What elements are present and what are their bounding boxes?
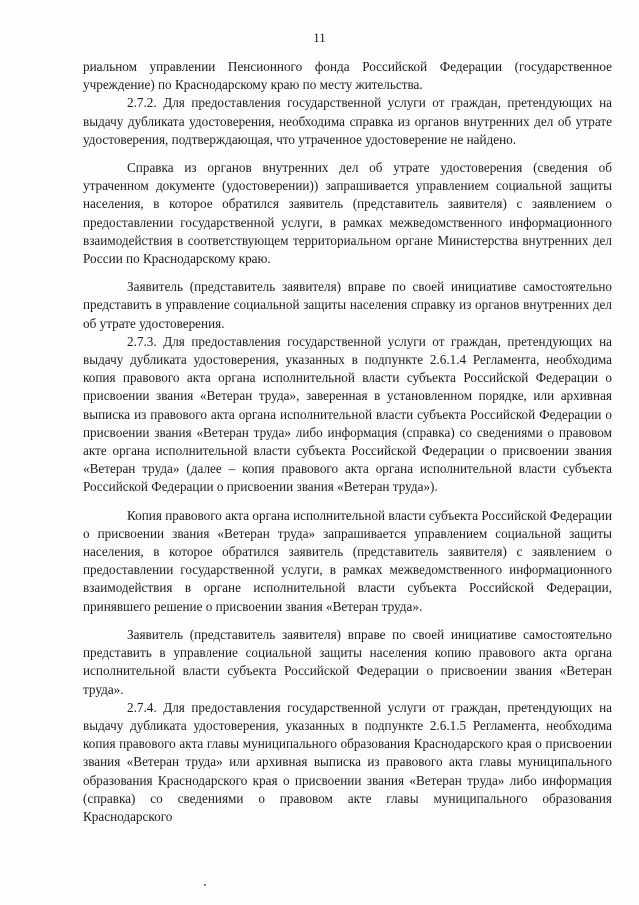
paragraph-continuation: риальном управлении Пенсионного фонда Российской Федерации (государственное учреждение) по Краснодарскому краю по месту жительства.: [83, 59, 612, 93]
page-number: 11: [313, 30, 326, 45]
paragraph-applicant-certificate: Заявитель (представитель заявителя) вправе по своей инициативе самостоятельно представить в управление социальной защиты населения справку из органов внутренних дел об утрате удостоверения.: [83, 279, 612, 331]
paragraph-2-7-3: 2.7.3. Для предоставления государственной услуги от граждан, претендующих на выдачу дубликата удостоверения, указанных в подпункте 2.6.1.4 Регламента, необходима копия правового акта органа исполнительной власти субъекта Российской Федерации о присвоении звания «Ветеран труда», заверенная в установленном порядке, или архивная выписка из правового акта органа исполнительной власти субъекта Российской Федерации о присвоении звания «Ветеран труда» либо информация (справка) со сведениями о правовом акте органа исполнительной власти субъекта Российской Федерации о присвоении звания «Ветеран труда» (далее – копия правового акта органа исполнительной власти субъекта Российской Федерации о присвоении звания «Ветеран труда»).: [83, 333, 612, 495]
document-body: [83, 58, 612, 826]
paragraph-legal-act-copy: Копия правового акта органа исполнительной власти субъекта Российской Федерации о присвоении звания «Ветеран труда» запрашивается управлением социальной защиты населения, в которое обратился заявитель (представитель заявителя) с заявлением о предоставлении государственной услуги, в рамках межведомственного информационного взаимодействия в органе исполнительной власти субъекта Российской Федерации, принявшего решение о присвоении звания «Ветеран труда».: [83, 507, 612, 614]
paragraph-police-certificate: Справка из органов внутренних дел об утрате удостоверения (сведения об утраченном документе (удостоверении)) запрашивается управлением социальной защиты населения, в которое обратился заявитель (представитель заявителя) с заявлением о предоставлении государственной услуги, в рамках межведомственного информационного взаимодействия в соответствующем территориальном органе Министерства внутренних дел России по Краснодарскому краю.: [83, 160, 612, 267]
paragraph-2-7-2: 2.7.2. Для предоставления государственной услуги от граждан, претендующих на выдачу дубликата удостоверения, необходима справка из органов внутренних дел об утрате удостоверения, подтверждающая, что утраченное удостоверение не найдено.: [83, 95, 612, 147]
paragraph-2-7-4: 2.7.4. Для предоставления государственной услуги от граждан, претендующих на выдачу дубликата удостоверения, указанных в подпункте 2.6.1.5 Регламента, необходима копия правового акта главы муниципального образования Краснодарского края о присвоении звания «Ветеран труда» или архивная выписка из правового акта главы муниципального образования Краснодарского края о присвоении звания «Ветеран труда» либо информация (справка) со сведениями о правовом акте главы муниципального образования Краснодарского: [83, 699, 612, 824]
paragraph-applicant-legal-act: Заявитель (представитель заявителя) вправе по своей инициативе самостоятельно представить в управление социальной защиты населения копию правового акта органа исполнительной власти субъекта Российской Федерации о присвоении звания «Ветеран труда».: [83, 626, 612, 697]
scan-speck: [204, 884, 206, 886]
